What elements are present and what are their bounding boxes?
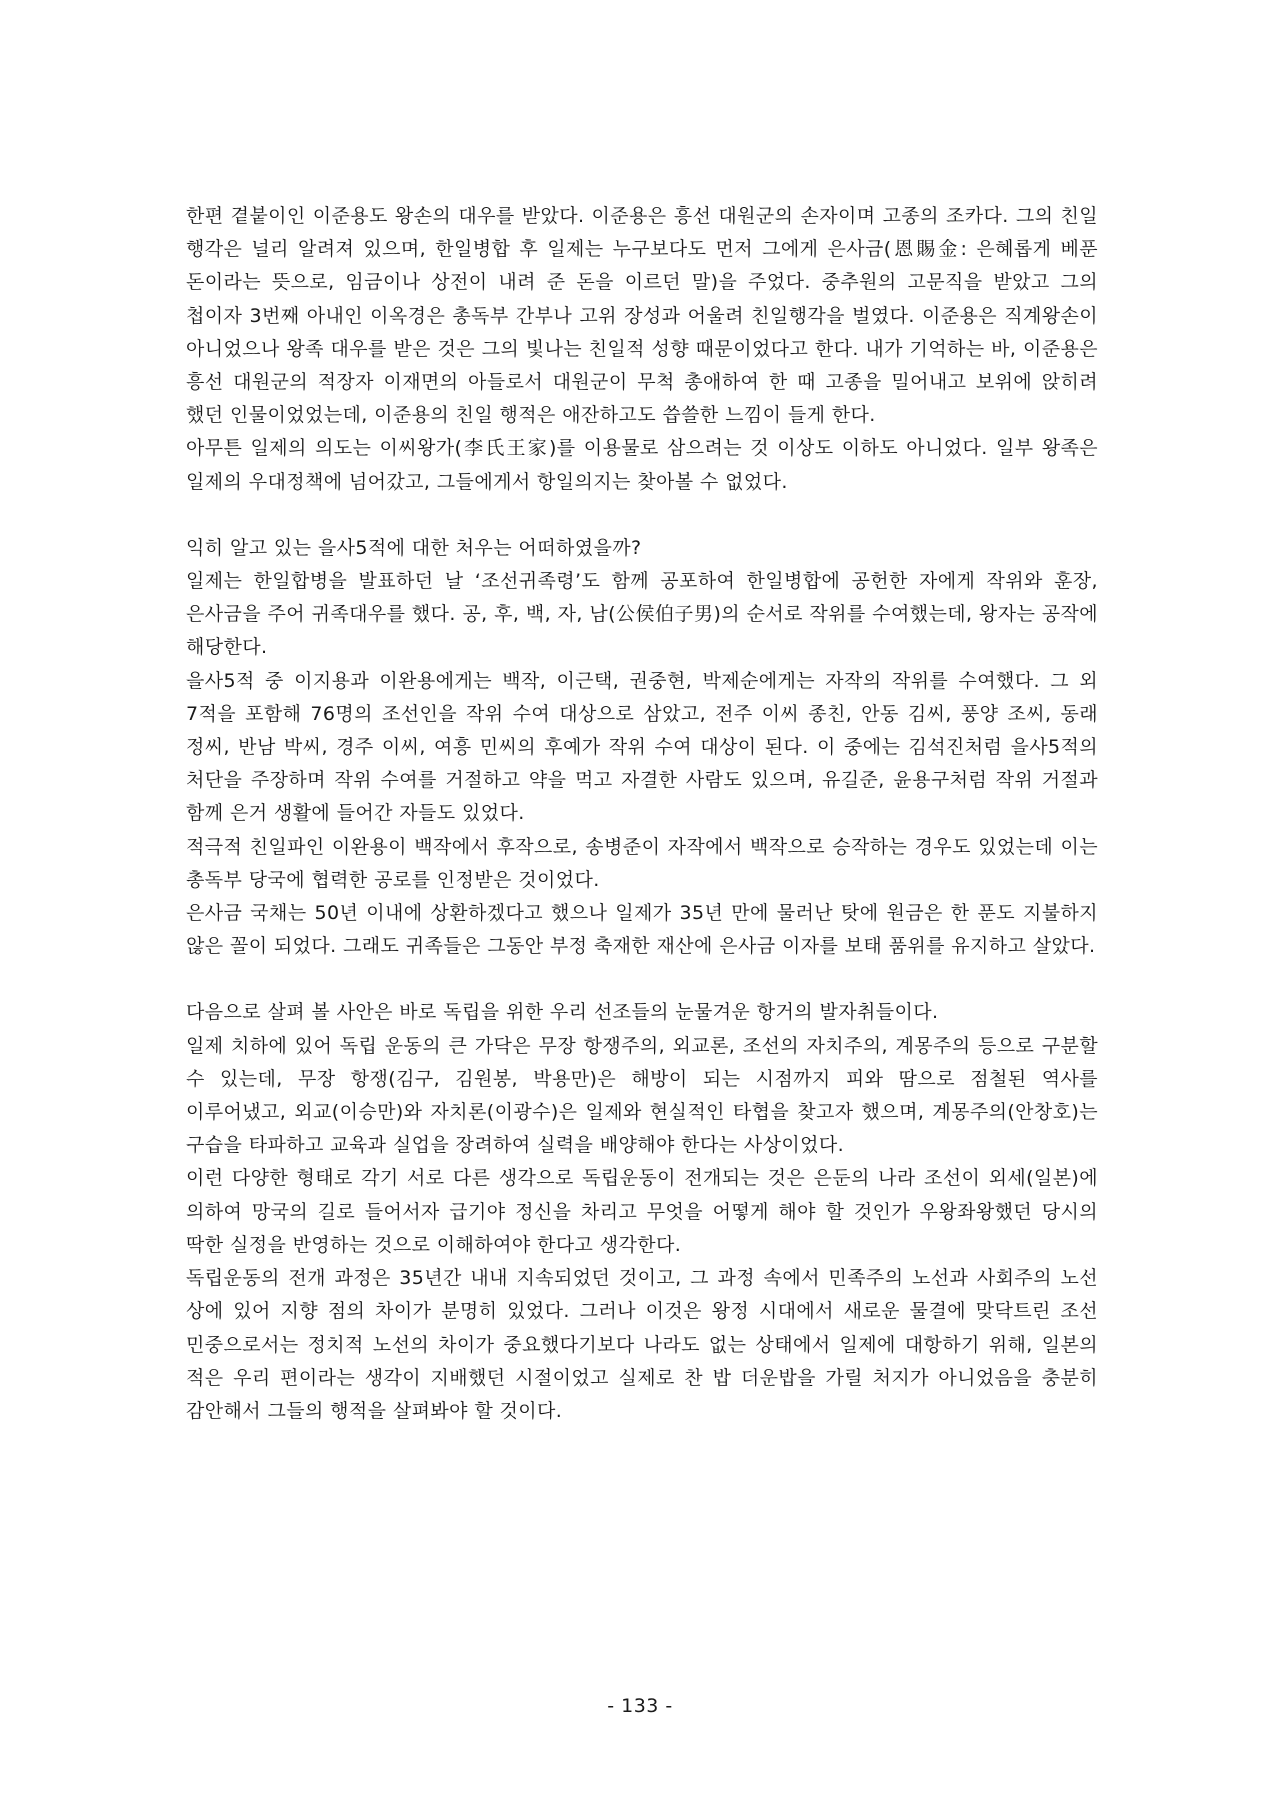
paragraph-10: 이런 다양한 형태로 각기 서로 다른 생각으로 독립운동이 전개되는 것은 은둔의 나라 조선이 외세(일본)에 의하여 망국의 길로 들어서자 급기야 정신을 차리고 무엇을 어떻게 해야 할 것인가 우왕좌왕했던 당시의 딱한 실정을 반영하는 것으로 이해하여야 한다고 생각한다. bbox=[186, 1167, 1098, 1256]
page-number: - 133 - bbox=[607, 1695, 673, 1717]
paragraph-1: 한편 곁붙이인 이준용도 왕손의 대우를 받았다. 이준용은 흥선 대원군의 손자이며 고종의 조카다. 그의 친일 행각은 널리 알려져 있으며, 한일병합 후 일제는 누구보다도 먼저 그에게 은사금(恩賜金: 은혜롭게 베푼 돈이라는 뜻으로, 임금이나 상전이 내려 준 돈을 이르던 말)을 주었다. 중추원의 고문직을 받았고 그의 첩이자 3번째 아내인 이옥경은 총독부 간부나 고위 장성과 어울려 친일행각을 벌였다. 이준용은 직계왕손이 아니었으나 왕족 대우를 받은 것은 그의 빛나는 친일적 성향 때문이었다고 한다. 내가 기억하는 바, 이준용은 흥선 대원군의 적장자 이재면의 아들로서 대원군이 무척 총애하여 한 때 고종을 밀어내고 보위에 앉히려 했던 인물이었었는데, 이준용의 친일 행적은 애잔하고도 씁쓸한 느낌이 들게 한다. bbox=[186, 205, 1098, 427]
paragraph-gap bbox=[186, 499, 1098, 532]
paragraph-4: 일제는 한일합병을 발표하던 날 ‘조선귀족령’도 함께 공포하여 한일병합에 공헌한 자에게 작위와 훈장, 은사금을 주어 귀족대우를 했다. 공, 후, 백, 자, 남(公侯伯子男)의 순서로 작위를 수여했는데, 왕자는 공작에 해당한다. bbox=[186, 570, 1098, 659]
paragraph-6: 적극적 친일파인 이완용이 백작에서 후작으로, 송병준이 자작에서 백작으로 승작하는 경우도 있었는데 이는 총독부 당국에 협력한 공로를 인정받은 것이었다. bbox=[186, 835, 1098, 891]
paragraph-gap bbox=[186, 963, 1098, 996]
page-body bbox=[186, 200, 1098, 1428]
paragraph-5: 을사5적 중 이지용과 이완용에게는 백작, 이근택, 권중현, 박제순에게는 자작의 작위를 수여했다. 그 외 7적을 포함해 76명의 조선인을 작위 수여 대상으로 삼았고, 전주 이씨 종친, 안동 김씨, 풍양 조씨, 동래 정씨, 반남 박씨, 경주 이씨, 여흥 민씨의 후예가 작위 수여 대상이 된다. 이 중에는 김석진처럼 을사5적의 처단을 주장하며 작위 수여를 거절하고 약을 먹고 자결한 사람도 있으며, 유길준, 윤용구처럼 작위 거절과 함께 은거 생활에 들어간 자들도 있었다. bbox=[186, 669, 1098, 825]
paragraph-7: 은사금 국채는 50년 이내에 상환하겠다고 했으나 일제가 35년 만에 물러난 탓에 원금은 한 푼도 지불하지 않은 꼴이 되었다. 그래도 귀족들은 그동안 부정 축재한 재산에 은사금 이자를 보태 품위를 유지하고 살았다. bbox=[186, 902, 1098, 958]
paragraph-2: 아무튼 일제의 의도는 이씨왕가(李氏王家)를 이용물로 삼으려는 것 이상도 이하도 아니었다. 일부 왕족은 일제의 우대정책에 넘어갔고, 그들에게서 항일의지는 찾아볼 수 없었다. bbox=[186, 437, 1098, 493]
paragraph-3: 익히 알고 있는 을사5적에 대한 처우는 어떠하였을까? bbox=[186, 536, 642, 559]
paragraph-11: 독립운동의 전개 과정은 35년간 내내 지속되었던 것이고, 그 과정 속에서 민족주의 노선과 사회주의 노선 상에 있어 지향 점의 차이가 분명히 있었다. 그러나 이것은 왕정 시대에서 새로운 물결에 맞닥트린 조선 민중으로서는 정치적 노선의 차이가 중요했다기보다 나라도 없는 상태에서 일제에 대항하기 위해, 일본의 적은 우리 편이라는 생각이 지배했던 시절이었고 실제로 찬 밥 더운밥을 가릴 처지가 아니었음을 충분히 감안해서 그들의 행적을 살펴봐야 할 것이다. bbox=[186, 1267, 1098, 1422]
paragraph-8: 다음으로 살펴 볼 사안은 바로 독립을 위한 우리 선조들의 눈물겨운 항거의 발자취들이다. bbox=[186, 1001, 939, 1024]
paragraph-9: 일제 치하에 있어 독립 운동의 큰 가닥은 무장 항쟁주의, 외교론, 조선의 자치주의, 계몽주의 등으로 구분할 수 있는데, 무장 항쟁(김구, 김원봉, 박용만)은 해방이 되는 시점까지 피와 땀으로 점철된 역사를 이루어냈고, 외교(이승만)와 자치론(이광수)은 일제와 현실적인 타협을 찾고자 했으며, 계몽주의(안창호)는 구습을 타파하고 교육과 실업을 장려하여 실력을 배양해야 한다는 사상이었다. bbox=[186, 1034, 1098, 1157]
